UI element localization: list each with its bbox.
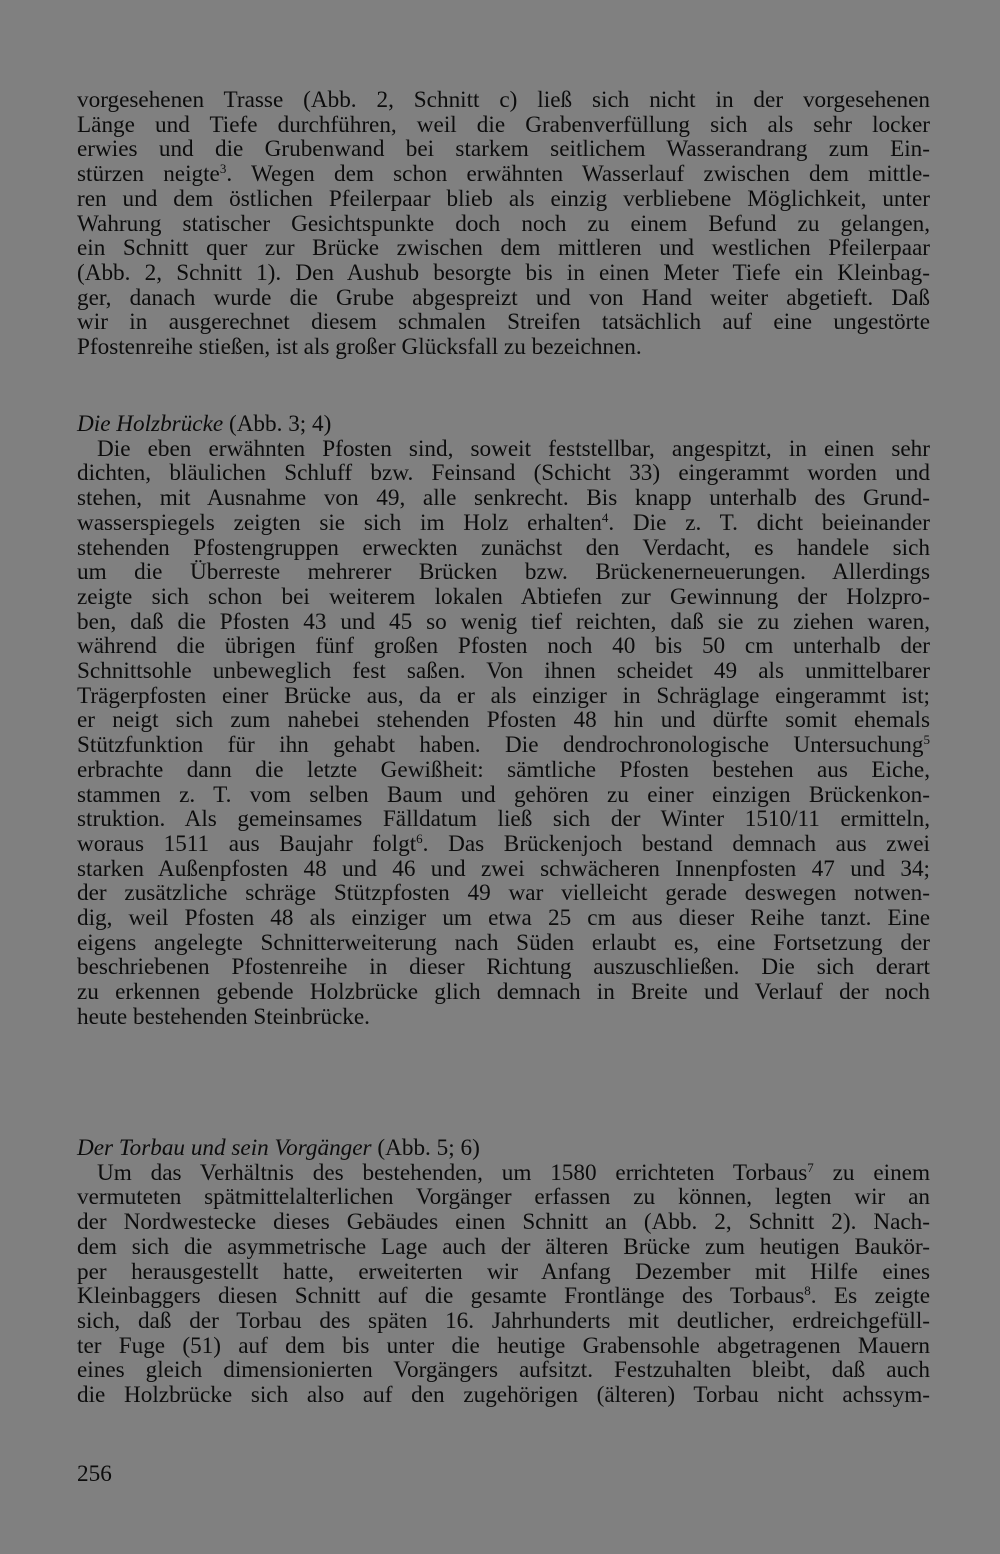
text-segment: stürzen neigte — [77, 161, 220, 188]
text-segment: Kleinbaggers diesen Schnitt auf die gesamte Frontlänge des Torbaus — [77, 1283, 805, 1310]
footnote-marker: 7 — [807, 1159, 814, 1175]
text-line: sich, daß der Torbau des späten 16. Jahrhunderts mit deutlicher, erdreichgefüll- — [77, 1307, 930, 1334]
text-line: ben, daß die Pfosten 43 und 45 so wenig tief reichten, daß sie zu ziehen waren, — [77, 608, 930, 635]
text-line: ren und dem östlichen Pfeilerpaar blieb als einzig verbliebene Möglichkeit, unter — [77, 185, 930, 212]
text-line — [77, 1161, 930, 1186]
section-heading — [77, 412, 930, 437]
text-line: erwies und die Grubenwand bei starkem seitlichem Wasserandrang zum Ein- — [77, 136, 930, 163]
text-line: starken Außenpfosten 48 und 46 und zwei schwächeren Innenpfosten 47 und 34; — [77, 855, 930, 882]
text-line: eines gleich dimensionierten Vorgängers aufsitzt. Festzuhalten bleibt, daß auch — [77, 1357, 930, 1384]
text-line: Länge und Tiefe durchführen, weil die Grabenverfüllung sich als sehr locker — [77, 111, 930, 138]
text-line: stehen, mit Ausnahme von 49, alle senkrecht. Bis knapp unterhalb des Grund- — [77, 485, 930, 512]
text-line: Pfostenreihe stießen, ist als großer Glücksfall zu bezeichnen. — [77, 334, 642, 361]
text-segment: . Es zeigte — [810, 1283, 930, 1310]
page-number: 256 — [77, 1461, 112, 1487]
text-segment: Um das Verhältnis des bestehenden, um 1580 errichteten Torbaus — [97, 1159, 808, 1186]
text-line: heute bestehenden Steinbrücke. — [77, 1003, 370, 1030]
text-line: dem sich die asymmetrische Lage auch der älteren Brücke zum heutigen Baukör- — [77, 1233, 930, 1260]
text-segment: zu einem — [813, 1159, 930, 1186]
text-line: stammen z. T. vom selben Baum und gehören zu einer einzigen Brückenkon- — [77, 781, 930, 808]
text-segment: Stützfunktion für ihn gehabt haben. Die dendrochronologische Untersuchung — [77, 732, 924, 759]
text-line: erbrachte dann die letzte Gewißheit: sämtliche Pfosten bestehen aus Eiche, — [77, 756, 930, 783]
text-line — [77, 162, 930, 187]
text-line: ter Fuge (51) auf dem bis unter die heutige Grabensohle abgetragenen Mauern — [77, 1332, 930, 1359]
text-line — [77, 832, 930, 857]
section-torbau — [77, 1136, 930, 1408]
text-line: zeigte sich schon bei weiterem lokalen Abtiefen zur Gewinnung der Holzpro- — [77, 583, 930, 610]
text-segment: . Die z. T. dicht beieinander — [608, 509, 931, 536]
text-line: dig, weil Pfosten 48 als einziger um etwa 25 cm aus dieser Reihe tanzt. Eine — [77, 905, 930, 932]
footnote-marker: 5 — [923, 732, 930, 748]
text-segment: woraus 1511 aus Baujahr folgt — [77, 830, 417, 857]
text-line — [77, 511, 930, 536]
text-line: ger, danach wurde die Grube abgespreizt und von Hand weiter abgetieft. Daß — [77, 284, 930, 311]
text-line: beschriebenen Pfostenreihe in dieser Richtung auszuschließen. Die sich derart — [77, 954, 930, 981]
paragraph-intro — [77, 88, 930, 360]
section-holzbruecke — [77, 412, 930, 1030]
heading-figure-ref: (Abb. 5; 6) — [371, 1135, 480, 1161]
footnote-marker: 4 — [601, 509, 609, 525]
text-line: Wahrung statischer Gesichtspunkte doch noch zu einem Befund zu gelangen, — [77, 210, 930, 237]
section-heading — [77, 1136, 930, 1161]
footnote-marker: 6 — [416, 830, 423, 846]
heading-title: Der Torbau und sein Vorgänger — [77, 1135, 372, 1161]
text-segment: . Das Brückenjoch bestand demnach aus zwei — [422, 830, 930, 857]
text-line: zu erkennen gebende Holzbrücke glich demnach in Breite und Verlauf der noch — [77, 979, 930, 1006]
text-line: wir in ausgerechnet diesem schmalen Streifen tatsächlich auf eine ungestörte — [77, 309, 930, 336]
text-line: Die eben erwähnten Pfosten sind, soweit feststellbar, angespitzt, in einen sehr — [97, 435, 930, 462]
text-line: vermuteten spätmittelalterlichen Vorgänger erfassen zu können, legten wir an — [77, 1184, 930, 1211]
text-line: Schnittsohle unbeweglich fest saßen. Von ihnen scheidet 49 als unmittelbarer — [77, 658, 930, 685]
text-line: vorgesehenen Trasse (Abb. 2, Schnitt c) ließ sich nicht in der vorgesehenen — [77, 87, 930, 113]
text-line — [77, 1284, 930, 1309]
text-line — [77, 733, 930, 758]
text-line: per herausgestellt hatte, erweiterten wir Anfang Dezember mit Hilfe eines — [77, 1258, 930, 1285]
text-line: der Nordwestecke dieses Gebäudes einen Schnitt an (Abb. 2, Schnitt 2). Nach- — [77, 1209, 930, 1236]
footnote-marker: 8 — [804, 1283, 811, 1299]
text-segment: . Wegen dem schon erwähnten Wasserlauf zwischen dem mittle- — [226, 161, 930, 188]
heading-title: Die Holzbrücke — [77, 411, 224, 437]
heading-figure-ref: (Abb. 3; 4) — [223, 411, 332, 437]
footnote-marker: 3 — [219, 161, 227, 177]
text-line: struktion. Als gemeinsames Fälldatum ließ sich der Winter 1510/11 ermitteln, — [77, 806, 930, 833]
text-line: (Abb. 2, Schnitt 1). Den Aushub besorgte bis in einen Meter Tiefe ein Kleinbag- — [77, 259, 930, 286]
text-line: eigens angelegte Schnitterweiterung nach Süden erlaubt es, eine Fortsetzung der — [77, 929, 930, 956]
text-line: während die übrigen fünf großen Pfosten noch 40 bis 50 cm unterhalb der — [77, 633, 930, 660]
text-line: dichten, bläulichen Schluff bzw. Feinsand (Schicht 33) eingerammt worden und — [77, 460, 930, 487]
text-segment: wasserspiegels zeigten sie sich im Holz erhalten — [77, 509, 602, 536]
text-line: ein Schnitt quer zur Brücke zwischen dem mittleren und westlichen Pfeilerpaar — [77, 235, 930, 262]
text-line: stehenden Pfostengruppen erweckten zunächst den Verdacht, es handele sich — [77, 534, 930, 561]
text-line: Trägerpfosten einer Brücke aus, da er als einziger in Schräglage eingerammt ist; — [77, 682, 930, 709]
text-line: die Holzbrücke sich also auf den zugehörigen (älteren) Torbau nicht achssym- — [77, 1382, 930, 1409]
text-line: er neigt sich zum nahebei stehenden Pfosten 48 hin und dürfte somit ehemals — [77, 707, 930, 734]
text-line: um die Überreste mehrerer Brücken bzw. Brückenerneuerungen. Allerdings — [77, 559, 930, 586]
text-line: der zusätzliche schräge Stützpfosten 49 war vielleicht gerade deswegen notwen- — [77, 880, 930, 907]
